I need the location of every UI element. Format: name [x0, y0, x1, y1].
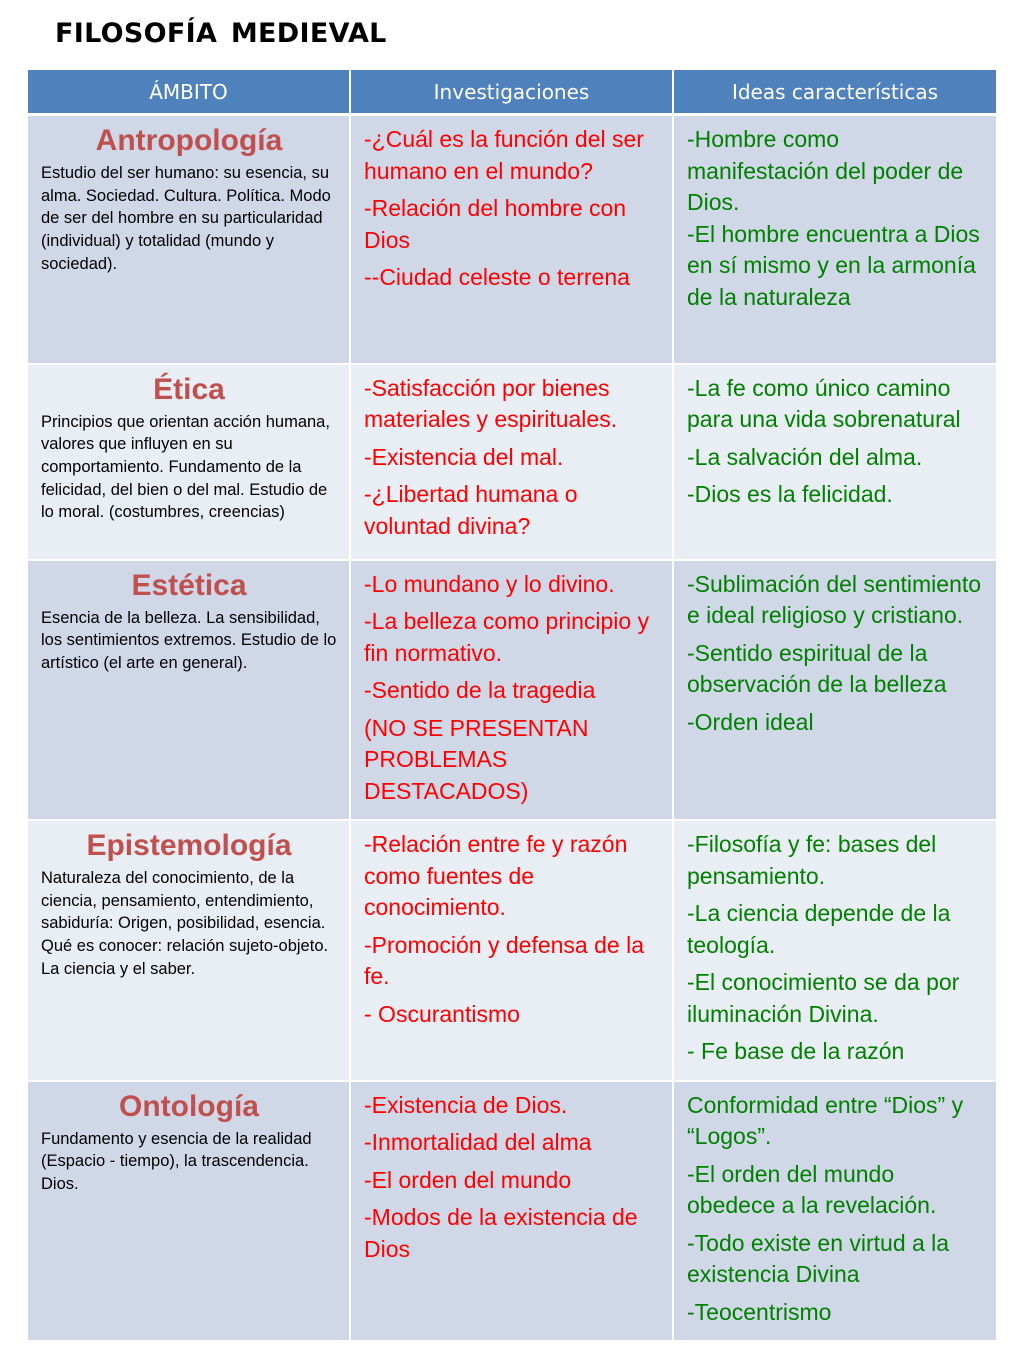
ambito-description: Esencia de la belleza. La sensibilidad, los sentimientos extremos. Estudio de lo artístico (el arte en general). [41, 608, 337, 672]
ideas-cell [673, 364, 996, 560]
idea-item: -Hombre como manifestación del poder de Dios. [687, 126, 964, 215]
idea-item: - Fe base de la razón [687, 1038, 905, 1064]
idea-item: -Sentido espiritual de la observación de la belleza [687, 639, 947, 697]
investigaciones-cell [350, 560, 673, 821]
investigacion-item: - Oscurantismo [364, 1000, 520, 1027]
idea-item: -El orden del mundo obedece a la revelación. [687, 1160, 937, 1218]
investigacion-item: --Ciudad celeste o terrena [364, 264, 630, 290]
idea-item: -La ciencia depende de la teología. [687, 900, 951, 958]
ambito-title: Ontología [119, 1089, 259, 1123]
ambito-cell [28, 364, 350, 560]
table-header-row [28, 70, 996, 115]
idea-item: -La fe como único camino para una vida sobrenatural [687, 374, 961, 432]
idea-item: -Todo existe en virtud a la existencia Divina [687, 1229, 950, 1287]
ambito-cell [28, 115, 350, 364]
table-row-etica [28, 364, 996, 560]
investigaciones-cell [350, 115, 673, 364]
ambito-description: Naturaleza del conocimiento, de la ciencia, pensamiento, entendimiento, sabiduría: Origen, posibilidad, esencia. Qué es conocer: relación sujeto-objeto. La ciencia y el saber. [41, 869, 329, 978]
table-row-estetica [28, 560, 996, 821]
investigacion-item: -Relación del hombre con Dios [364, 195, 627, 253]
idea-item: -El hombre encuentra a Dios en sí mismo y en la armonía de la naturaleza [687, 220, 980, 310]
ideas-cell [673, 115, 996, 364]
investigacion-item: -La belleza como principio y fin normativo. [364, 608, 650, 666]
idea-item: -Filosofía y fe: bases del pensamiento. [687, 831, 937, 889]
idea-item: -Orden ideal [687, 708, 814, 735]
ambito-description: Fundamento y esencia de la realidad (Espacio - tiempo), la trascendencia. Dios. [41, 1129, 312, 1193]
header-ambito: ÁMBITO [28, 70, 350, 115]
header-investigaciones: Investigaciones [350, 70, 673, 115]
page-title: FILOSOFÍA MEDIEVAL [55, 18, 387, 49]
table-row-epistemologia [28, 820, 996, 1081]
ambito-cell [28, 560, 350, 821]
ideas-cell [673, 820, 996, 1081]
idea-item: -Sublimación del sentimiento e ideal religioso y cristiano. [687, 570, 982, 628]
idea-item: -Dios es la felicidad. [687, 481, 893, 507]
table-row-antropologia [28, 115, 996, 364]
header-ideas: Ideas características [673, 70, 996, 115]
investigacion-item: (NO SE PRESENTAN PROBLEMAS DESTACADOS) [364, 714, 589, 804]
investigacion-item: -Lo mundano y lo divino. [364, 570, 615, 597]
investigacion-item: -Relación entre fe y razón como fuentes de conocimiento. [364, 831, 628, 920]
idea-item: -Teocentrismo [687, 1298, 832, 1325]
ambito-cell [28, 1081, 350, 1342]
investigaciones-cell [350, 364, 673, 560]
ambito-title: Estética [131, 568, 247, 602]
investigacion-item: -¿Cuál es la función del ser humano en el mundo? [364, 126, 644, 184]
ambito-description: Principios que orientan acción humana, valores que influyen en su comportamiento. Fundamento de la felicidad, del bien o del mal. Estudio de lo moral. (costumbres, creencias) [41, 412, 330, 522]
ambito-description: Estudio del ser humano: su esencia, su alma. Sociedad. Cultura. Política. Modo de ser del hombre en su particularidad (individual) y totalidad (mundo y sociedad). [41, 164, 331, 273]
idea-item: -La salvación del alma. [687, 443, 923, 470]
investigacion-item: -Promoción y defensa de la fe. [364, 931, 644, 989]
investigacion-item: -Inmortalidad del alma [364, 1129, 592, 1155]
investigacion-item: -¿Libertad humana o voluntad divina? [364, 481, 578, 539]
investigacion-item: -Sentido de la tragedia [364, 677, 596, 703]
idea-item: -El conocimiento se da por iluminación Divina. [687, 969, 960, 1027]
ideas-cell [673, 560, 996, 821]
investigacion-item: -Satisfacción por bienes materiales y espirituales. [364, 374, 618, 432]
ambito-title: Antropología [95, 124, 283, 157]
table-row-ontologia [28, 1081, 996, 1342]
ambito-cell [28, 820, 350, 1081]
investigacion-item: -Existencia de Dios. [364, 1091, 568, 1118]
idea-item: Conformidad entre “Dios” y “Logos”. [687, 1091, 964, 1149]
investigaciones-cell [350, 820, 673, 1081]
investigaciones-cell [350, 1081, 673, 1342]
filosofia-medieval-table [28, 70, 996, 1342]
ambito-title: Epistemología [86, 829, 292, 862]
ideas-cell [673, 1081, 996, 1342]
investigacion-item: -El orden del mundo [364, 1166, 572, 1193]
investigacion-item: -Existencia del mal. [364, 443, 564, 470]
ambito-title: Ética [153, 372, 225, 406]
investigacion-item: -Modos de la existencia de Dios [364, 1204, 638, 1262]
